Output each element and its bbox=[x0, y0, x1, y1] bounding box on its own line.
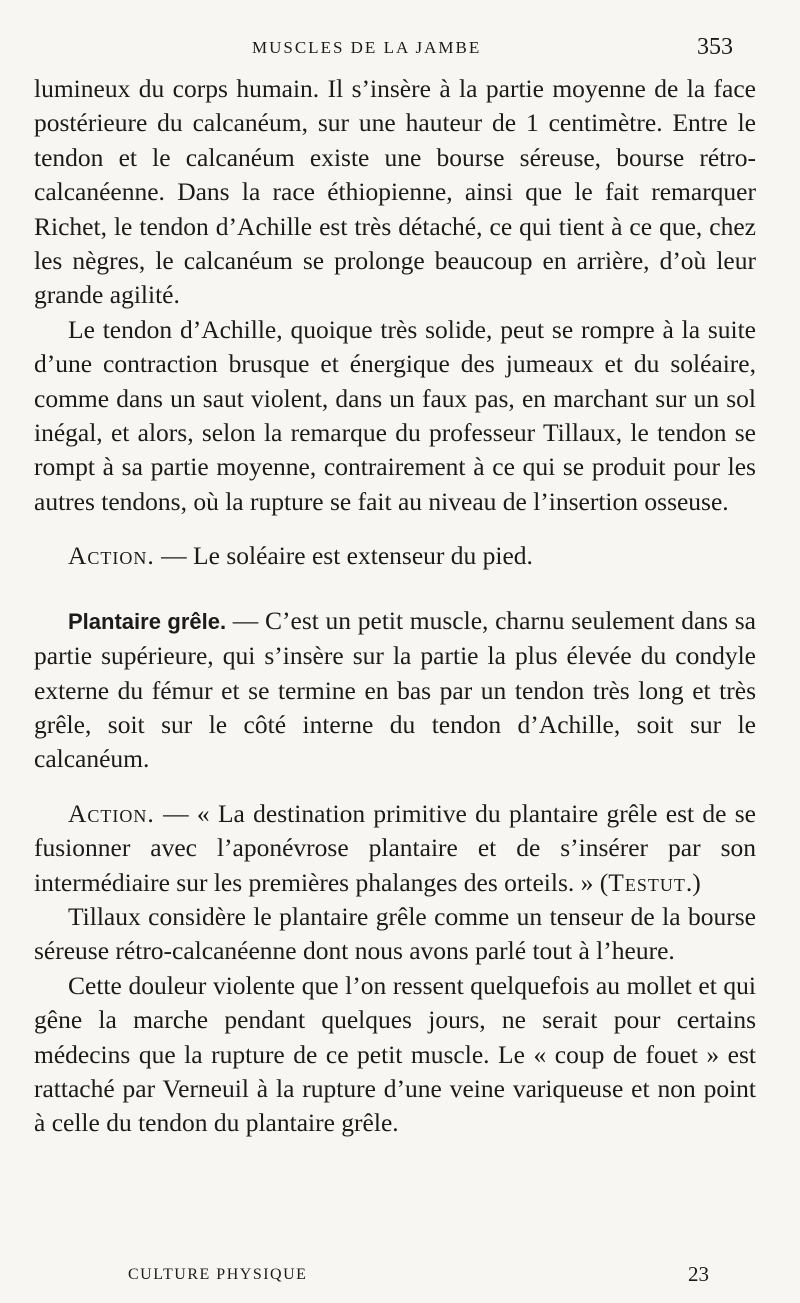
page-footer bbox=[0, 1262, 800, 1292]
footer-signature: CULTURE PHYSIQUE bbox=[128, 1266, 308, 1283]
page-number: 353 bbox=[697, 34, 733, 60]
paragraph-1: lumineux du corps humain. Il s’insère à la partie moyenne de la face postérieure du calcanéum, sur une hauteur de 1 centimètre. Entre le tendon et le calcanéum existe une bourse séreuse, bourse rétro-calcanéenne. Dans la race éthiopienne, ainsi que le fait remarquer Richet, le tendon d’Achille est très détaché, ce qui tient à ce que, chez les nègres, le calcanéum se prolonge beaucoup en arrière, d’où leur grande agilité. bbox=[34, 74, 756, 310]
running-head bbox=[0, 34, 800, 68]
section-heading: Plantaire grêle. bbox=[68, 608, 227, 634]
action-text: — Le soléaire est extenseur du pied. bbox=[154, 541, 533, 571]
signature-mark: 23 bbox=[688, 1262, 709, 1286]
paragraph-2: Le tendon d’Achille, quoique très solide, peut se rompre à la suite d’une contraction brusque et énergique des jumeaux et du soléaire, comme dans un saut violent, dans un faux pas, en marchant sur un sol inégal, et alors, selon la remarque du professeur Tillaux, le tendon se rompt à sa partie moyenne, contrairement à ce qui se produit pour les autres tendons, où la rupture se fait au niveau de l’insertion osseuse. bbox=[34, 314, 756, 516]
citation-author: Testut bbox=[608, 867, 686, 897]
action-text: — « La destination primitive du plantaire grêle est de se fusionner avec l’aponévrose plantaire et de s’insérer par son intermédiaire sur les premières phalanges des orteils. » ( bbox=[34, 798, 756, 897]
paragraph-action-soleaire bbox=[34, 539, 756, 573]
body-text bbox=[34, 72, 756, 1141]
paragraph-coup-de-fouet: Cette douleur violente que l’on ressent quelquefois au mollet et qui gêne la marche pendant quelques jours, ne serait pour certains médecins que la rupture de ce petit muscle. Le « coup de fouet » est rattaché par Verneuil à la rupture d’une veine variqueuse et non point à celle du tendon du plantaire grêle. bbox=[34, 970, 756, 1138]
section-text: — C’est un petit muscle, charnu seulement dans sa partie supérieure, qui s’insère sur la partie la plus élevée du condyle externe du fémur et se termine en bas par un tendon très long et très grêle, soit sur le côté interne du tendon d’Achille, soit sur le calcanéum. bbox=[34, 605, 756, 774]
paragraph-action-plantaire bbox=[34, 797, 756, 900]
paragraph-plantaire-grele bbox=[34, 604, 756, 777]
action-label: Action. bbox=[68, 541, 155, 571]
citation-end: .) bbox=[685, 867, 701, 897]
action-label: Action. bbox=[68, 798, 155, 828]
running-title: MUSCLES DE LA JAMBE bbox=[252, 38, 482, 57]
paragraph-tillaux: Tillaux considère le plantaire grêle comme un tenseur de la bourse séreuse rétro-calcanéenne dont nous avons parlé tout à l’heure. bbox=[34, 901, 756, 966]
